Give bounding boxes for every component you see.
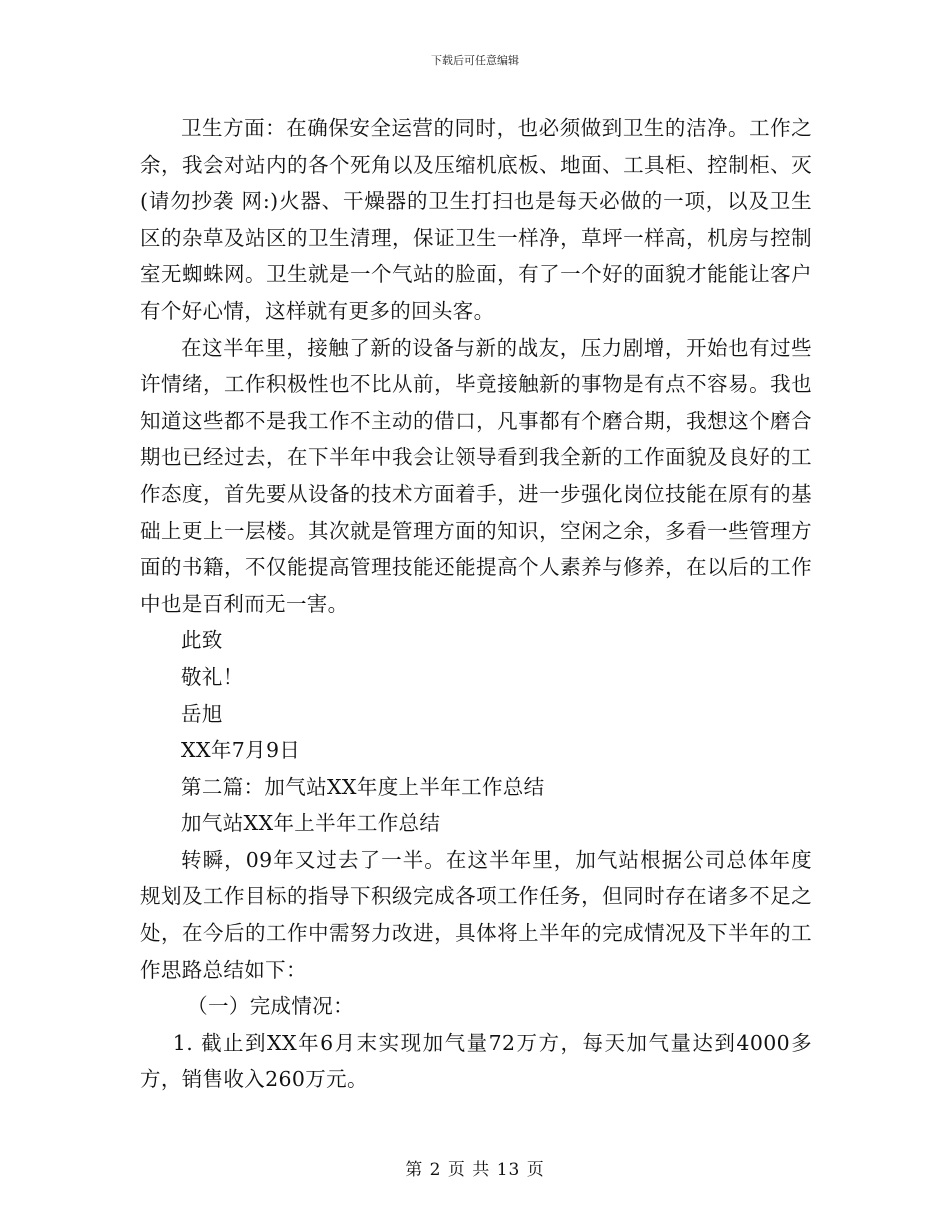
paragraph-hygiene: 卫生方面：在确保安全运营的同时，也必须做到卫生的洁净。工作之余，我会对站内的各个死角以及压缩机底板、地面、工具柜、控制柜、灭(请勿抄袭 网:)火器、干燥器的卫生打扫也是每天必做的一项，以及卫生区的杂草及站区的卫生清理，保证卫生一样净，草坪一样高，机房与控制室无蜘蛛网。卫生就是一个气站的脸面，有了一个好的面貌才能能让客户有个好心情，这样就有更多的回头客。 (140, 116, 812, 323)
paragraph-half-year: 在这半年里，接触了新的设备与新的战友，压力剧增，开始也有过些许情绪，工作积极性也不比从前，毕竟接触新的事物是有点不容易。我也知道这些都不是我工作不主动的借口，凡事都有个磨合期，我想这个磨合期也已经过去，在下半年中我会让领导看到我全新的工作面貌及良好的工作态度，首先要从设备的技术方面着手，进一步强化岗位技能在原有的基础上更上一层楼。其次就是管理方面的知识，空闲之余，多看一些管理方面的书籍，不仅能提高管理技能还能提高个人素养与修养，在以后的工作中也是百利而无一害。 (140, 335, 812, 616)
signature-date: XX年7月9日 (181, 738, 301, 763)
page-number: 第 2 页 共 13 页 (405, 1160, 545, 1180)
page-header: 下载后可任意编辑 (431, 54, 519, 67)
signature-name: 岳旭 (181, 701, 223, 726)
section-title: 第二篇：加气站XX年度上半年工作总结 (181, 774, 545, 799)
subheading-completion: （一）完成情况： (187, 994, 354, 1019)
document-title: 加气站XX年上半年工作总结 (181, 811, 441, 836)
closing-salutation: 此致 (181, 628, 223, 653)
document-body (140, 110, 812, 1098)
closing-regards: 敬礼！ (181, 664, 244, 689)
paragraph-intro: 转瞬，09年又过去了一半。在这半年里，加气站根据公司总体年度规划及工作目标的指导下积级完成各项工作任务，但同时存在诸多不足之处，在今后的工作中需努力改进，具体将上半年的完成情况及下半年的工作思路总结如下： (140, 847, 812, 982)
list-item: 1. 截止到XX年6月末实现加气量72万方，每天加气量达到4000多方，销售收入260万元。 (140, 1030, 812, 1092)
